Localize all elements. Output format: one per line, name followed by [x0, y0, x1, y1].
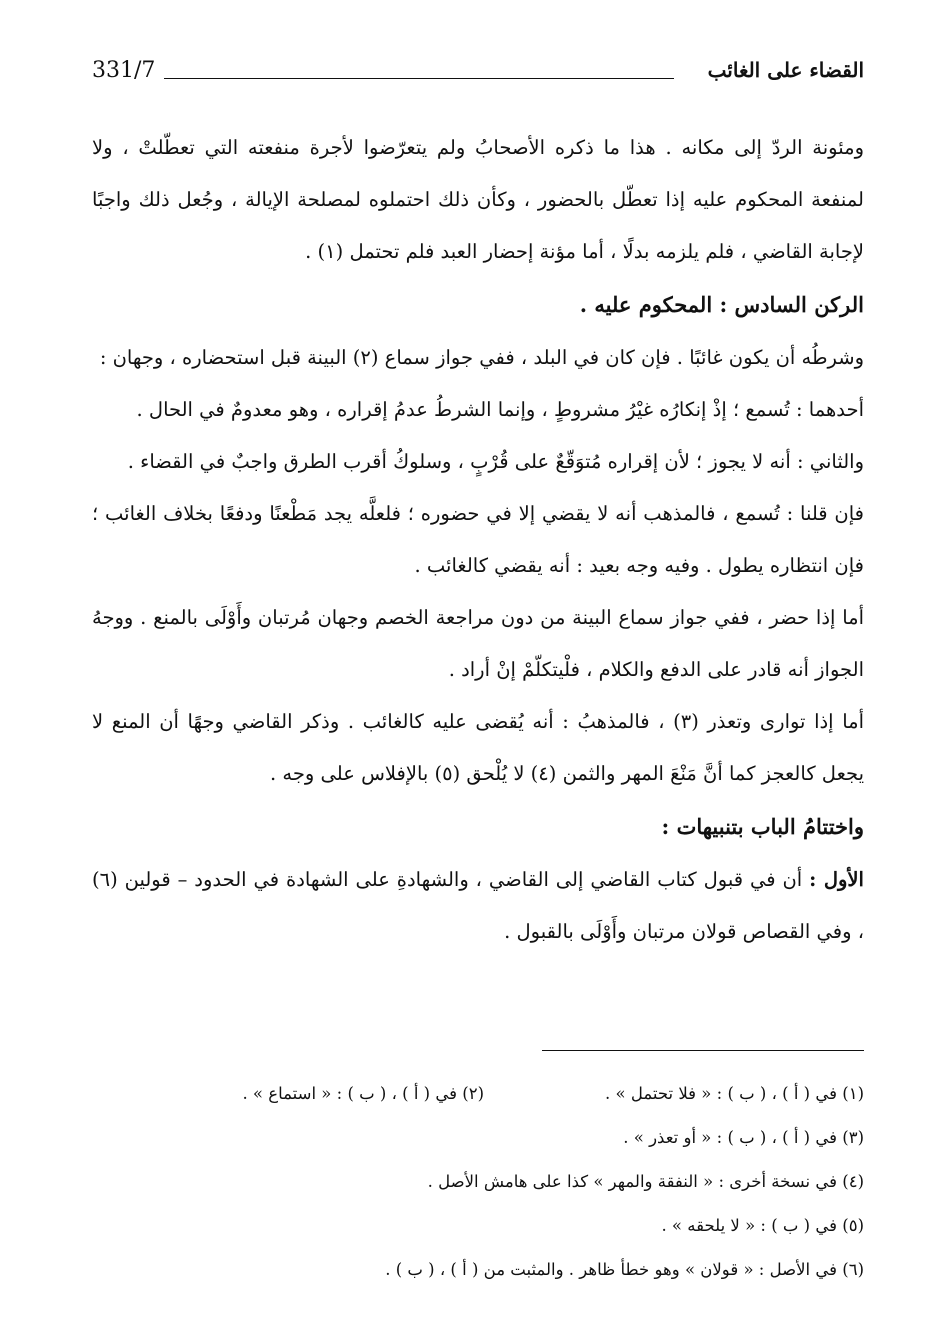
page-number: 331/7 — [92, 58, 156, 83]
paragraph-5: فإن قلنا : تُسمع ، فالمذهب أنه لا يقضي إلا في حضوره ؛ فلعلَّه يجد مَطْعنًا ودفعًا بخلاف الغائب ؛ فإن انتظاره يطول . وفيه وجه بعيد : أنه يقضي كالغائب . — [92, 502, 864, 577]
footnote-row — [92, 1072, 864, 1116]
paragraph-8-text: أن في قبول كتاب القاضي إلى القاضي ، والشهادةِ على الشهادة في الحدود – قولين (٦) ، وفي القصاص قولان مرتبان وأَوْلَى بالقبول . — [92, 868, 864, 943]
footnote-5: (٥) في ( ب ) : « لا يلحقه » . — [661, 1216, 864, 1235]
footnotes — [92, 1072, 864, 1292]
paragraph-4: والثاني : أنه لا يجوز ؛ لأن إقراره مُتوَقّعٌ على قُرْبٍ ، وسلوكُ أقرب الطرق واجبٌ في القضاء . — [127, 450, 864, 473]
footnote-4: (٤) في نسخة أخرى : « النفقة والمهر » كذا على هامش الأصل . — [427, 1172, 864, 1191]
paragraph-6: أما إذا حضر ، ففي جواز سماع البينة من دون مراجعة الخصم وجهان مُرتبان وأَوْلَى بالمنع . ووجهُ الجواز أنه قادر على الدفع والكلام ، فلْيتكلّمْ إنْ أراد . — [92, 606, 864, 681]
book-page — [92, 50, 864, 1330]
paragraph-2: وشرطُه أن يكون غائبًا . فإن كان في البلد ، ففي جواز سماع (٢) البينة قبل استحضاره ، وجهان : — [99, 346, 864, 369]
paragraph-7: أما إذا توارى وتعذر (٣) ، فالمذهبُ : أنه يُقضى عليه كالغائب . وذكر القاضي وجهًا أن المنع لا يجعل كالعجز كما أنَّ مَنْعَ المهر والثمن (٤) لا يُلْحق (٥) بالإفلاس على وجه . — [92, 710, 865, 785]
footnote-1: (١) في ( أ ) ، ( ب ) : « فلا تحتمل » . — [605, 1084, 864, 1103]
main-text — [92, 122, 864, 958]
paragraph-1: ومئونة الردّ إلى مكانه . هذا ما ذكره الأصحابُ ولم يتعرّضوا لأجرة منفعته التي تعطّلتْ ، ولا لمنفعة المحكوم عليه إذا تعطّل بالحضور ، وكأن ذلك احتملوه لمصلحة الإيالة ، وجُعل ذلك واجبًا لإجابة القاضي ، فلم يلزمه بدلًا ، أما مؤنة إحضار العبد فلم تحتمل (١) . — [92, 136, 864, 263]
header-rule — [164, 78, 674, 79]
footnote-3: (٣) في ( أ ) ، ( ب ) : « أو تعذر » . — [623, 1128, 864, 1147]
footnote-rule — [542, 1050, 864, 1051]
page-header — [92, 58, 864, 92]
running-title: القضاء على الغائب — [707, 58, 864, 82]
paragraph-8 — [92, 854, 864, 958]
footnote-2: (٢) في ( أ ) ، ( ب ) : « استماع » . — [242, 1084, 484, 1103]
paragraph-3: أحدهما : تُسمع ؛ إذْ إنكارُه غيْرُ مشروطٍ ، وإنما الشرطُ عدمُ إقراره ، وهو معدومٌ في الحال . — [136, 398, 864, 421]
section-heading-closing-notes: واختتامُ الباب بتنبيهات : — [661, 814, 864, 839]
paragraph-8-lead: الأول : — [809, 868, 864, 891]
section-heading-pillar-six: الركن السادس : المحكوم عليه . — [579, 292, 864, 317]
footnote-6: (٦) في الأصل : « قولان » وهو خطأ ظاهر . والمثبت من ( أ ) ، ( ب ) . — [385, 1260, 864, 1279]
